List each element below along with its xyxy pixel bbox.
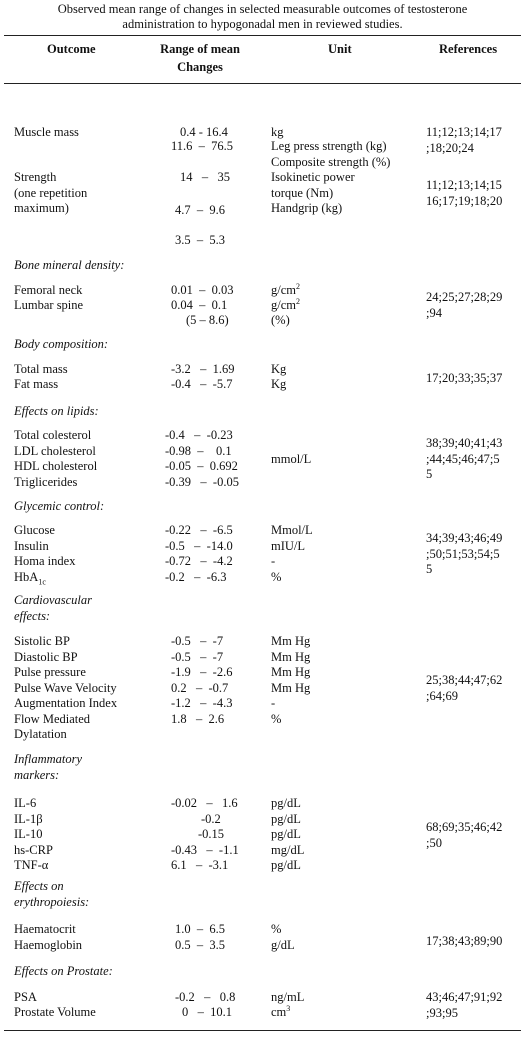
unit-il-10: pg/dL — [271, 827, 301, 841]
ref-strength: 11;12;13;14;15 16;17;19;18;20 — [426, 178, 503, 208]
unit-augmentation-index: - — [271, 696, 276, 710]
range-total-mass: -3.2 – 1.69 — [171, 362, 235, 376]
row-label-hs-crp: hs-CRP — [14, 842, 53, 857]
cardio-labels — [14, 634, 117, 743]
row-label-pulse-wave-velocity: Pulse Wave Velocity — [14, 680, 117, 695]
unit-glucose: Mmol/L — [271, 523, 313, 537]
unit-insulin: mIU/L — [271, 538, 306, 553]
range-tnf-a: 6.1 – -3.1 — [171, 858, 229, 872]
row-label-prostate-volume: Prostate Volume — [14, 1005, 96, 1019]
unit-total-mass: Kg — [271, 362, 287, 376]
unit-fat-mass: Kg — [271, 377, 287, 391]
unit-flow-mediated: % — [271, 711, 282, 726]
range-ldl: -0.98 – 0.1 — [165, 443, 232, 458]
row-label-il-6: IL-6 — [14, 796, 37, 810]
section-erythropoiesis: Effects on erythropoiesis: — [14, 879, 90, 909]
row-label-insulin: Insulin — [14, 538, 49, 553]
range-augmentation-index: -1.2 – -4.3 — [171, 696, 233, 710]
row-label-triglicerides: Trigliceridеs — [14, 474, 78, 489]
range-strength-extra: 3.5 – 5.3 — [175, 233, 225, 247]
range-strength-isokinetic: 14 – 35 — [180, 170, 230, 184]
unit-sistolic-bp: Mm Hg — [271, 634, 311, 648]
range-glucose: -0.22 – -6.5 — [165, 523, 233, 537]
cardio-units — [271, 634, 310, 727]
ref-cardio: 25;38;44;47;62 ;64;69 — [426, 673, 503, 703]
header-unit: Unit — [328, 42, 352, 56]
lipid-ranges — [165, 428, 239, 490]
ref-muscle-mass: 11;12;13;14;17 ;18;20;24 — [426, 125, 502, 155]
range-il-6: -0.02 – 1.6 — [171, 796, 238, 810]
range-haemoglobin: 0.5 – 3.5 — [175, 938, 225, 952]
unit-tnf-a: pg/dL — [271, 858, 301, 872]
unit-psa: ng/mL — [271, 990, 305, 1004]
row-label-hdl: HDL cholesterol — [14, 459, 98, 473]
row-label-psa: PSA — [14, 990, 37, 1004]
range-femoral-neck: 0.01 – 0.03 — [171, 283, 234, 297]
row-label-lumbar-spine: Lumbar spine — [14, 298, 84, 312]
range-flow-mediated: 1.8 – 2.6 — [171, 711, 225, 726]
range-lumbar-spine: 0.04 – 0.1 — [171, 298, 228, 312]
row-label-pulse-pressure: Pulse pressure — [14, 665, 86, 679]
row-label-haemoglobin: Haemoglobin — [14, 938, 83, 952]
row-label-strength: Strength (one repetition maximum) — [14, 170, 88, 215]
row-label-muscle-mass: Muscle mass — [14, 125, 79, 139]
unit-lipids: mmol/L — [271, 452, 312, 466]
ref-prostate: 43;46;47;91;92 ;93;95 — [426, 990, 503, 1020]
range-psa: -0.2 – 0.8 — [175, 990, 236, 1004]
range-total-colesterol: -0.4 – -0.23 — [165, 428, 233, 442]
ref-lipids: 38;39;40;41;43 ;44;45;46;47;5 5 — [426, 436, 503, 481]
unit-hba1c: % — [271, 569, 282, 584]
range-muscle-mass: 0.4 - 16.4 — [180, 125, 228, 139]
row-label-diastolic-bp: Diastolic BP — [14, 649, 78, 664]
caption-line-2: administration to hypogonadal men in reviewed studies. — [122, 17, 403, 31]
header-range: Range of mean Changes — [160, 42, 240, 74]
row-label-il-10: IL-10 — [14, 827, 43, 841]
glycemic-labels — [14, 523, 75, 585]
header-rule — [4, 83, 521, 84]
range-strength-handgrip: 4.7 – 9.6 — [175, 203, 225, 217]
unit-prostate-volume: $cm^3$ — [271, 1003, 291, 1019]
row-label-tnf-a: TNF-α — [14, 858, 49, 872]
ref-erythro: 17;38;43;89;90 — [426, 934, 503, 948]
glycemic-ranges — [165, 523, 233, 585]
unit-haematocrit: % — [271, 922, 282, 936]
section-body-composition: Body composition: — [14, 337, 109, 351]
header-references: References — [439, 42, 498, 56]
ref-inflam: 68;69;35;46;42 ;50 — [426, 820, 503, 850]
row-label-hba1c: HbA$_{1c}$ — [14, 569, 46, 586]
row-label-femoral-neck: Femoral neck — [14, 283, 83, 297]
ref-glycemic: 34;39;43;46;49 ;50;51;53;54;5 5 — [426, 531, 503, 576]
range-insulin: -0.5 – -14.0 — [165, 538, 233, 553]
ref-bone: 24;25;27;28;29 ;94 — [426, 290, 503, 320]
row-label-glucose: Glucose — [14, 523, 55, 537]
range-strength-leg-press: 11.6 – 76.5 — [171, 139, 234, 153]
cardio-ranges — [171, 634, 232, 727]
section-lipids: Effects on lipids: — [14, 404, 99, 418]
unit-pulse-pressure: Mm Hg — [271, 665, 311, 679]
range-triglicerides: -0.39 – -0.05 — [165, 474, 239, 489]
inflam-units — [271, 796, 304, 874]
range-pulse-wave-velocity: 0.2 – -0.7 — [171, 680, 229, 695]
row-label-haematocrit: Haematocrit — [14, 922, 76, 936]
section-cardiovascular: Cardiovascular effects: — [14, 593, 93, 623]
row-label-ldl: LDL cholesterol — [14, 443, 96, 458]
range-fat-mass: -0.4 – -5.7 — [171, 377, 233, 391]
inflam-labels — [14, 796, 53, 874]
range-il-10: -0.15 — [198, 827, 225, 841]
unit-hs-crp: mg/dL — [271, 842, 305, 857]
section-glycemic-control: Glycemic control: — [14, 499, 105, 513]
unit-homa-index: - — [271, 554, 276, 568]
unit-il-6: pg/dL — [271, 796, 301, 810]
header-outcome: Outcome — [47, 42, 96, 56]
unit-bone-percent: (%) — [271, 313, 290, 327]
range-hdl: -0.05 – 0.692 — [165, 459, 238, 473]
unit-femoral-neck: $g/cm^2$ — [271, 281, 300, 297]
row-label-sistolic-bp: Sistolic BP — [14, 634, 70, 648]
row-label-total-mass: Total mass — [14, 362, 68, 376]
range-bone-percent: (5 – 8.6) — [186, 313, 229, 327]
section-inflammatory-markers: Inflammatory markers: — [14, 752, 83, 782]
bottom-rule — [4, 1030, 521, 1031]
range-homa-index: -0.72 – -4.2 — [165, 554, 233, 568]
row-label-flow-mediated: Flow Mediated — [14, 711, 91, 726]
section-prostate: Effects on Prostate: — [14, 964, 113, 978]
row-label-fat-mass: Fat mass — [14, 377, 59, 391]
range-haematocrit: 1.0 – 6.5 — [175, 922, 225, 936]
range-prostate-volume: 0 – 10.1 — [182, 1005, 232, 1019]
caption-line-1: Observed mean range of changes in selected measurable outcomes of testosterone — [57, 2, 468, 16]
range-il-1b: -0.2 — [201, 811, 221, 826]
table-caption — [0, 2, 525, 32]
unit-diastolic-bp: Mm Hg — [271, 649, 311, 664]
row-label-homa-index: Homa index — [14, 554, 76, 568]
row-label-flow-mediated-cont: Dylatation — [14, 727, 67, 741]
row-label-total-colesterol: Total colesterol — [14, 428, 92, 442]
unit-lumbar-spine: $g/cm^2$ — [271, 296, 300, 312]
ref-body-composition: 17;20;33;35;37 — [426, 371, 503, 385]
section-bone-mineral-density: Bone mineral density: — [14, 258, 125, 272]
range-hs-crp: -0.43 – -1.1 — [171, 842, 239, 857]
row-label-augmentation-index: Augmentation Index — [14, 696, 118, 710]
unit-pulse-wave-velocity: Mm Hg — [271, 680, 311, 695]
unit-strength: Leg press strength (kg) Composite strength (%) Isokinetic power torque (Nm) Handgrip (kg) — [271, 139, 391, 215]
unit-il-1b: pg/dL — [271, 811, 301, 826]
inflam-ranges — [171, 796, 239, 874]
range-sistolic-bp: -0.5 – -7 — [171, 634, 224, 648]
row-label-il-1b: IL-1β — [14, 811, 43, 826]
range-diastolic-bp: -0.5 – -7 — [171, 649, 224, 664]
unit-haemoglobin: g/dL — [271, 938, 295, 952]
lipid-labels — [14, 428, 97, 490]
range-hba1c: -0.2 – -6.3 — [165, 569, 227, 584]
glycemic-units — [271, 523, 313, 585]
unit-muscle-mass: kg — [271, 125, 284, 139]
top-rule — [4, 35, 521, 36]
range-pulse-pressure: -1.9 – -2.6 — [171, 665, 233, 679]
